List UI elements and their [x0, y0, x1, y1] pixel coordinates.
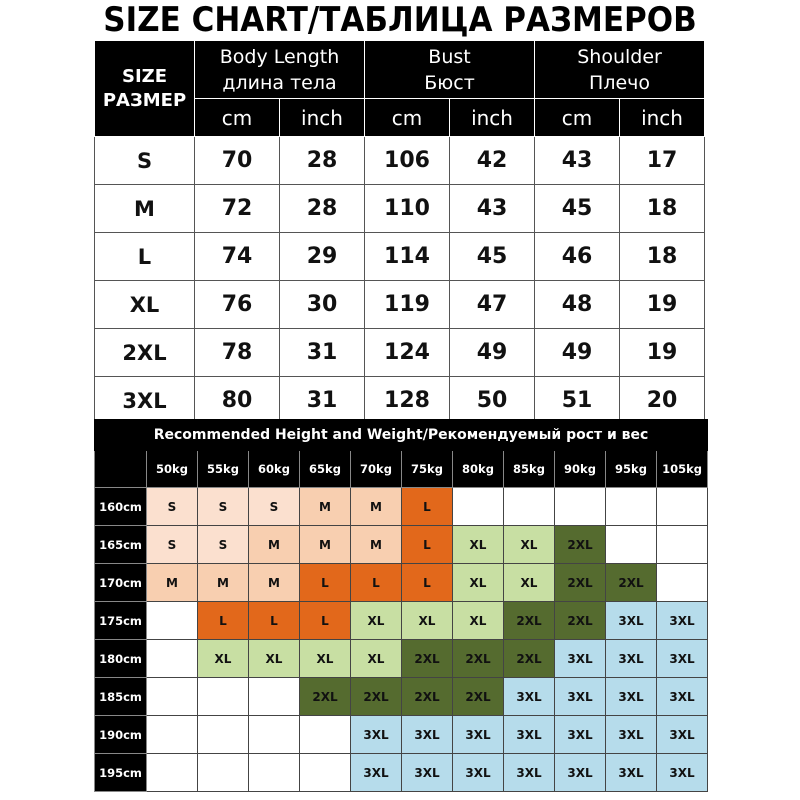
- size-row: [95, 137, 705, 185]
- size-recommendation-cell: 2XL: [300, 678, 351, 716]
- measurement-cell: 43: [450, 185, 535, 233]
- size-recommendation-cell: 2XL: [402, 640, 453, 678]
- size-recommendation-cell: [147, 640, 198, 678]
- size-recommendation-cell: [249, 754, 300, 792]
- size-recommendation-cell: 3XL: [606, 754, 657, 792]
- weight-header: 75kg: [402, 451, 453, 488]
- height-row: [95, 716, 708, 754]
- measurement-cell: 124: [365, 329, 450, 377]
- weight-header: 65kg: [300, 451, 351, 488]
- size-recommendation-cell: S: [147, 526, 198, 564]
- size-recommendation-cell: M: [300, 488, 351, 526]
- measurement-cell: 18: [620, 233, 705, 281]
- size-recommendation-cell: 3XL: [657, 640, 708, 678]
- size-recommendation-cell: [147, 754, 198, 792]
- size-recommendation-cell: [657, 488, 708, 526]
- measurement-cell: 20: [620, 377, 705, 425]
- size-recommendation-cell: XL: [453, 564, 504, 602]
- size-recommendation-cell: 2XL: [453, 678, 504, 716]
- size-recommendation-cell: XL: [504, 526, 555, 564]
- height-label: 170cm: [95, 564, 147, 602]
- height-label: 160cm: [95, 488, 147, 526]
- group-header-ru: длина тела: [222, 71, 337, 94]
- size-recommendation-cell: L: [402, 488, 453, 526]
- unit-header: cm: [195, 99, 280, 137]
- size-row: [95, 329, 705, 377]
- size-recommendation-cell: [249, 678, 300, 716]
- weight-header: 80kg: [453, 451, 504, 488]
- size-recommendation-cell: [147, 602, 198, 640]
- size-header-ru: РАЗМЕР: [102, 89, 187, 111]
- size-recommendation-cell: M: [249, 526, 300, 564]
- size-recommendation-cell: 3XL: [606, 602, 657, 640]
- measurement-cell: 28: [280, 185, 365, 233]
- size-recommendation-cell: 3XL: [555, 754, 606, 792]
- size-recommendation-cell: [147, 678, 198, 716]
- page-title: SIZE CHART/ТАБЛИЦА РАЗМЕРОВ: [103, 0, 697, 40]
- measurement-cell: 48: [535, 281, 620, 329]
- weight-header: 50kg: [147, 451, 198, 488]
- measurement-cell: 31: [280, 329, 365, 377]
- height-row: [95, 526, 708, 564]
- size-recommendation-cell: XL: [402, 602, 453, 640]
- size-recommendation-cell: XL: [198, 640, 249, 678]
- measurement-cell: 45: [535, 185, 620, 233]
- measurement-cell: 28: [280, 137, 365, 185]
- weight-header: 55kg: [198, 451, 249, 488]
- size-recommendation-cell: 3XL: [402, 716, 453, 754]
- group-header-ru: Бюст: [424, 71, 475, 94]
- size-recommendation-cell: 3XL: [657, 602, 708, 640]
- size-recommendation-cell: [198, 754, 249, 792]
- measurement-cell: 19: [620, 329, 705, 377]
- size-recommendation-cell: XL: [504, 564, 555, 602]
- size-table: [94, 40, 705, 425]
- size-recommendation-cell: S: [198, 488, 249, 526]
- size-recommendation-cell: [300, 754, 351, 792]
- size-recommendation-cell: XL: [351, 640, 402, 678]
- size-recommendation-cell: 2XL: [453, 640, 504, 678]
- size-column-header: [95, 41, 195, 137]
- measurement-cell: 119: [365, 281, 450, 329]
- measurement-cell: 49: [535, 329, 620, 377]
- size-recommendation-cell: M: [351, 526, 402, 564]
- size-label: 2XL: [95, 329, 195, 377]
- size-recommendation-cell: 3XL: [453, 716, 504, 754]
- size-recommendation-cell: 2XL: [351, 678, 402, 716]
- height-row: [95, 564, 708, 602]
- weight-header: 70kg: [351, 451, 402, 488]
- size-recommendation-cell: 3XL: [504, 678, 555, 716]
- size-recommendation-cell: L: [402, 526, 453, 564]
- size-recommendation-cell: L: [300, 564, 351, 602]
- size-recommendation-cell: [657, 564, 708, 602]
- size-row: [95, 281, 705, 329]
- size-recommendation-cell: 3XL: [657, 754, 708, 792]
- size-recommendation-cell: 3XL: [606, 716, 657, 754]
- measurement-cell: 80: [195, 377, 280, 425]
- measurement-cell: 30: [280, 281, 365, 329]
- size-row: [95, 377, 705, 425]
- size-label: M: [95, 185, 195, 233]
- measurement-cell: 128: [365, 377, 450, 425]
- grid-title: Recommended Height and Weight/Рекомендуемый рост и вес: [95, 420, 708, 451]
- size-recommendation-cell: 3XL: [453, 754, 504, 792]
- measurement-cell: 18: [620, 185, 705, 233]
- weight-header: 60kg: [249, 451, 300, 488]
- size-recommendation-cell: [606, 526, 657, 564]
- size-recommendation-cell: L: [249, 602, 300, 640]
- size-label: XL: [95, 281, 195, 329]
- measurement-cell: 110: [365, 185, 450, 233]
- size-recommendation-cell: [147, 716, 198, 754]
- size-recommendation-cell: [555, 488, 606, 526]
- size-recommendation-cell: 3XL: [351, 716, 402, 754]
- size-recommendation-cell: S: [147, 488, 198, 526]
- height-weight-grid: [94, 419, 708, 792]
- height-row: [95, 754, 708, 792]
- size-recommendation-cell: M: [249, 564, 300, 602]
- size-recommendation-cell: S: [249, 488, 300, 526]
- measurement-cell: 72: [195, 185, 280, 233]
- size-header-en: SIZE: [121, 65, 167, 87]
- measurement-cell: 42: [450, 137, 535, 185]
- measurement-cell: 46: [535, 233, 620, 281]
- weight-header: 105kg: [657, 451, 708, 488]
- unit-header: inch: [280, 99, 365, 137]
- size-recommendation-cell: XL: [453, 526, 504, 564]
- unit-header: inch: [620, 99, 705, 137]
- size-recommendation-cell: L: [300, 602, 351, 640]
- measurement-cell: 106: [365, 137, 450, 185]
- size-recommendation-cell: L: [351, 564, 402, 602]
- size-recommendation-cell: [504, 488, 555, 526]
- size-recommendation-cell: 3XL: [555, 678, 606, 716]
- size-recommendation-cell: 3XL: [504, 754, 555, 792]
- height-label: 180cm: [95, 640, 147, 678]
- size-recommendation-cell: [300, 716, 351, 754]
- size-recommendation-cell: XL: [249, 640, 300, 678]
- size-recommendation-cell: M: [300, 526, 351, 564]
- size-recommendation-cell: [198, 678, 249, 716]
- size-label: L: [95, 233, 195, 281]
- height-row: [95, 678, 708, 716]
- measurement-cell: 74: [195, 233, 280, 281]
- size-recommendation-cell: S: [198, 526, 249, 564]
- height-label: 185cm: [95, 678, 147, 716]
- size-recommendation-cell: [249, 716, 300, 754]
- size-recommendation-cell: 3XL: [555, 716, 606, 754]
- size-recommendation-cell: XL: [351, 602, 402, 640]
- size-recommendation-cell: 2XL: [504, 640, 555, 678]
- group-header-en: Bust: [428, 45, 471, 68]
- measurement-cell: 70: [195, 137, 280, 185]
- size-recommendation-cell: 2XL: [555, 602, 606, 640]
- size-recommendation-cell: 3XL: [555, 640, 606, 678]
- measurement-cell: 43: [535, 137, 620, 185]
- size-recommendation-cell: [606, 488, 657, 526]
- measurement-cell: 19: [620, 281, 705, 329]
- weight-header: 95kg: [606, 451, 657, 488]
- height-label: 190cm: [95, 716, 147, 754]
- grid-corner: [95, 451, 147, 488]
- unit-header: cm: [365, 99, 450, 137]
- size-recommendation-cell: 3XL: [402, 754, 453, 792]
- size-recommendation-cell: XL: [300, 640, 351, 678]
- size-recommendation-cell: L: [402, 564, 453, 602]
- size-label: S: [95, 137, 195, 185]
- size-recommendation-cell: 3XL: [657, 678, 708, 716]
- height-row: [95, 640, 708, 678]
- group-header-en: Shoulder: [577, 45, 662, 68]
- size-recommendation-cell: 3XL: [351, 754, 402, 792]
- measurement-cell: 50: [450, 377, 535, 425]
- measurement-cell: 49: [450, 329, 535, 377]
- size-recommendation-cell: M: [351, 488, 402, 526]
- size-recommendation-cell: XL: [453, 602, 504, 640]
- size-recommendation-cell: L: [198, 602, 249, 640]
- size-recommendation-cell: 2XL: [555, 526, 606, 564]
- measurement-cell: 31: [280, 377, 365, 425]
- size-recommendation-cell: M: [198, 564, 249, 602]
- weight-header: 90kg: [555, 451, 606, 488]
- group-header-bust: [365, 41, 535, 99]
- size-label: 3XL: [95, 377, 195, 425]
- size-recommendation-cell: 2XL: [555, 564, 606, 602]
- size-recommendation-cell: 2XL: [402, 678, 453, 716]
- measurement-cell: 114: [365, 233, 450, 281]
- size-row: [95, 233, 705, 281]
- size-row: [95, 185, 705, 233]
- size-recommendation-cell: [198, 716, 249, 754]
- height-label: 165cm: [95, 526, 147, 564]
- size-recommendation-cell: 3XL: [657, 716, 708, 754]
- size-recommendation-cell: 3XL: [606, 678, 657, 716]
- group-header-shoulder: [535, 41, 705, 99]
- size-recommendation-cell: 2XL: [606, 564, 657, 602]
- height-label: 175cm: [95, 602, 147, 640]
- group-header-ru: Плечо: [589, 71, 651, 94]
- unit-header: cm: [535, 99, 620, 137]
- measurement-cell: 76: [195, 281, 280, 329]
- size-recommendation-cell: M: [147, 564, 198, 602]
- measurement-cell: 78: [195, 329, 280, 377]
- group-header-en: Body Length: [219, 45, 340, 68]
- size-recommendation-cell: [657, 526, 708, 564]
- height-label: 195cm: [95, 754, 147, 792]
- size-recommendation-cell: 3XL: [606, 640, 657, 678]
- group-header-body-length: [195, 41, 365, 99]
- height-row: [95, 602, 708, 640]
- measurement-cell: 47: [450, 281, 535, 329]
- unit-header: inch: [450, 99, 535, 137]
- weight-header: 85kg: [504, 451, 555, 488]
- measurement-cell: 29: [280, 233, 365, 281]
- measurement-cell: 51: [535, 377, 620, 425]
- size-recommendation-cell: 3XL: [504, 716, 555, 754]
- size-recommendation-cell: [453, 488, 504, 526]
- measurement-cell: 45: [450, 233, 535, 281]
- size-recommendation-cell: 2XL: [504, 602, 555, 640]
- height-row: [95, 488, 708, 526]
- measurement-cell: 17: [620, 137, 705, 185]
